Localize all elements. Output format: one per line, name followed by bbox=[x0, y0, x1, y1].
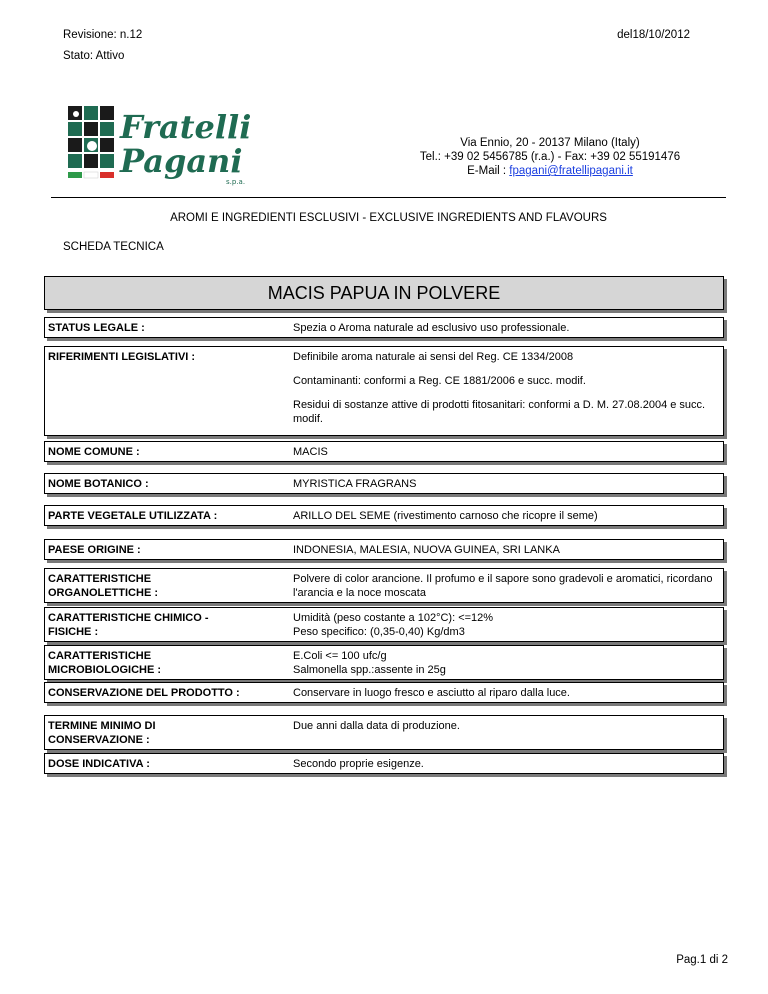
spec-label: CARATTERISTICHE MICROBIOLOGICHE : bbox=[48, 650, 162, 676]
spec-row-parte-vegetale bbox=[44, 505, 724, 526]
spec-label: TERMINE MINIMO DI CONSERVAZIONE : bbox=[48, 720, 156, 746]
spec-row-paese-origine bbox=[44, 539, 724, 560]
spec-value: Spezia o Aroma naturale ad esclusivo uso professionale. bbox=[293, 322, 570, 334]
spec-label: DOSE INDICATIVA : bbox=[48, 758, 150, 770]
header-divider bbox=[51, 197, 726, 198]
spec-row-termine-minimo bbox=[44, 715, 724, 750]
spec-row-status-legale bbox=[44, 317, 724, 338]
spec-value: Due anni dalla data di produzione. bbox=[293, 720, 460, 732]
email-label: E-Mail : bbox=[467, 165, 510, 177]
document-status: Stato: Attivo bbox=[63, 50, 125, 62]
page-number: Pag.1 di 2 bbox=[676, 954, 728, 966]
spec-value: ARILLO DEL SEME (rivestimento carnoso che ricopre il seme) bbox=[293, 510, 598, 522]
spec-row-nome-comune bbox=[44, 441, 724, 462]
spec-label: NOME COMUNE : bbox=[48, 446, 140, 458]
spec-row-chimico-fisiche bbox=[44, 607, 724, 642]
company-email-line bbox=[405, 164, 695, 178]
spec-label: PARTE VEGETALE UTILIZZATA : bbox=[48, 510, 218, 522]
spec-row-riferimenti-legislativi bbox=[44, 346, 724, 436]
spec-label: NOME BOTANICO : bbox=[48, 478, 149, 490]
spec-value: MYRISTICA FRAGRANS bbox=[293, 478, 417, 490]
email-link[interactable]: fpagani@fratellipagani.it bbox=[509, 165, 633, 177]
spec-label: PAESE ORIGINE : bbox=[48, 544, 141, 556]
company-contact bbox=[405, 136, 695, 178]
svg-text:s.p.a.: s.p.a. bbox=[226, 178, 246, 186]
company-address: Via Ennio, 20 - 20137 Milano (Italy) bbox=[460, 137, 640, 149]
revision-number: Revisione: n.12 bbox=[63, 29, 143, 41]
spec-label: STATUS LEGALE : bbox=[48, 322, 145, 334]
spec-row-organolettiche bbox=[44, 568, 724, 603]
revision-date: del18/10/2012 bbox=[617, 29, 690, 41]
spec-row-conservazione bbox=[44, 682, 724, 703]
spec-value: E.Coli <= 100 ufc/g Salmonella spp.:assente in 25g bbox=[293, 650, 446, 676]
spec-row-dose-indicativa bbox=[44, 753, 724, 774]
document-type: SCHEDA TECNICA bbox=[63, 241, 164, 253]
spec-row-nome-botanico bbox=[44, 473, 724, 494]
spec-label: CARATTERISTICHE ORGANOLETTICHE : bbox=[48, 573, 158, 599]
spec-value: Conservare in luogo fresco e asciutto al riparo dalla luce. bbox=[293, 687, 570, 699]
spec-row-microbiologiche bbox=[44, 645, 724, 680]
spec-label: CARATTERISTICHE CHIMICO - FISICHE : bbox=[48, 612, 209, 638]
spec-value: Definibile aroma naturale ai sensi del Reg. CE 1334/2008 Contaminanti: conformi a Reg. CE 1881/2006 e succ. modif. Residui di sostanze attive di prodotti fitosanitari: conformi a D. M. 27.08.2004 e succ. modif. bbox=[293, 351, 706, 425]
company-logo bbox=[66, 100, 252, 186]
spec-value: MACIS bbox=[293, 446, 328, 458]
company-tagline: AROMI E INGREDIENTI ESCLUSIVI - EXCLUSIVE INGREDIENTS AND FLAVOURS bbox=[170, 212, 607, 224]
spec-value: Umidità (peso costante a 102°C): <=12% Peso specifico: (0,35-0,40) Kg/dm3 bbox=[293, 612, 494, 638]
company-phone: Tel.: +39 02 5456785 (r.a.) - Fax: +39 02 55191476 bbox=[419, 151, 681, 163]
spec-value: Secondo proprie esigenze. bbox=[293, 758, 424, 770]
spec-value: Polvere di color arancione. Il profumo e il sapore sono gradevoli e aromatici, ricordano l'arancia e la noce moscata bbox=[293, 573, 713, 599]
product-title: MACIS PAPUA IN POLVERE bbox=[44, 276, 724, 310]
spec-label: CONSERVAZIONE DEL PRODOTTO : bbox=[48, 687, 240, 699]
svg-text:Fratelli: Fratelli bbox=[120, 108, 252, 146]
svg-text:Pagani: Pagani bbox=[120, 142, 243, 180]
spec-label: RIFERIMENTI LEGISLATIVI : bbox=[48, 351, 196, 363]
spec-value: INDONESIA, MALESIA, NUOVA GUINEA, SRI LANKA bbox=[293, 544, 560, 556]
